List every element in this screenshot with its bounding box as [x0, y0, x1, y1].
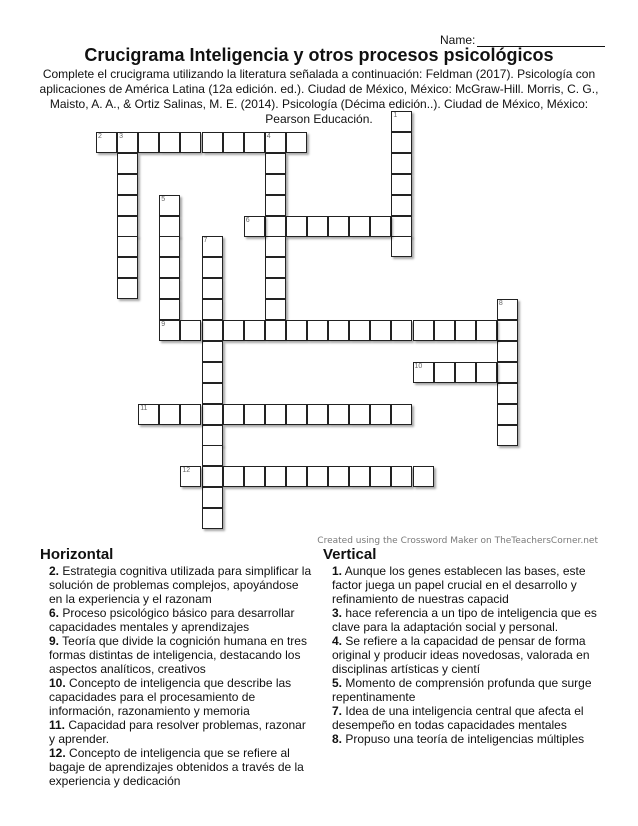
crossword-cell[interactable]: [476, 362, 497, 383]
crossword-cell[interactable]: [223, 132, 244, 153]
clue-across: 2. Estrategia cognitiva utilizada para simplificar la solución de problemas complejos, apoyándose en la experiencia y el razonam: [49, 564, 312, 606]
crossword-cell[interactable]: [434, 362, 455, 383]
crossword-cell[interactable]: [497, 362, 518, 383]
crossword-cell[interactable]: [117, 153, 138, 174]
crossword-cell[interactable]: [138, 404, 159, 425]
crossword-cell[interactable]: [159, 404, 180, 425]
crossword-cell[interactable]: [202, 236, 223, 257]
crossword-cell[interactable]: [117, 174, 138, 195]
clue-number: 3: [119, 132, 123, 140]
crossword-cell[interactable]: [159, 257, 180, 278]
crossword-cell[interactable]: [202, 508, 223, 529]
crossword-cell[interactable]: [202, 341, 223, 362]
instructions: Complete el crucigrama utilizando la literatura señalada a continuación: Feldman (2017). Psicología con aplicaciones de América Latina (12a edición. ed.). Ciudad de México, México: McGraw-Hill. Morris, C. G., Maisto, A. A., & Ortiz Salinas, M. E. (2014). Psicología (Décima edición..). Ciudad de México, México: Pearson Educación.: [39, 67, 599, 126]
crossword-cell[interactable]: [265, 153, 286, 174]
crossword-cell[interactable]: [286, 216, 307, 237]
crossword-cell[interactable]: [223, 320, 244, 341]
clue-number: 1: [393, 112, 398, 119]
crossword-cell[interactable]: [349, 216, 370, 237]
crossword-cell[interactable]: [265, 195, 286, 216]
crossword-cell[interactable]: [476, 320, 497, 341]
crossword-cell[interactable]: [138, 132, 159, 153]
crossword-cell[interactable]: [202, 425, 223, 446]
crossword-cell[interactable]: [413, 362, 434, 383]
crossword-cell[interactable]: [391, 111, 412, 132]
crossword-cell[interactable]: [370, 404, 391, 425]
crossword-cell[interactable]: [202, 299, 223, 320]
clue-number: 4: [266, 132, 271, 140]
crossword-cell[interactable]: [244, 216, 265, 237]
name-label: Name:: [440, 33, 476, 47]
crossword-cell[interactable]: [349, 466, 370, 487]
crossword-cell[interactable]: [497, 320, 518, 341]
crossword-cell[interactable]: [180, 320, 201, 341]
horizontal-clues: [40, 548, 312, 788]
crossword-cell[interactable]: [202, 383, 223, 404]
crossword-cell[interactable]: [497, 425, 518, 446]
crossword-cell[interactable]: [391, 216, 412, 237]
crossword-cell[interactable]: [159, 195, 180, 216]
page-title: Crucigrama Inteligencia y otros procesos psicológicos: [84, 45, 554, 65]
crossword-cell[interactable]: [265, 278, 286, 299]
crossword-cell[interactable]: [265, 320, 286, 341]
crossword-cell[interactable]: [391, 236, 412, 257]
crossword-cell[interactable]: [202, 320, 223, 341]
crossword-cell[interactable]: [497, 404, 518, 425]
clue-across: 6. Proceso psicológico básico para desarrollar capacidades mentales y aprendizajes: [49, 606, 295, 634]
clue-across: 12. Concepto de inteligencia que se refiere al bagaje de aprendizajes obtenidos a través de la experiencia y dedicación: [49, 746, 304, 788]
clue-number: 11: [140, 404, 148, 412]
crossword-cell[interactable]: [159, 236, 180, 257]
crossword-cell[interactable]: [455, 362, 476, 383]
crossword-cell[interactable]: [370, 466, 391, 487]
crossword-cell[interactable]: [223, 466, 244, 487]
vertical-heading: Vertical: [323, 546, 377, 563]
crossword-cell[interactable]: [391, 153, 412, 174]
crossword-cell[interactable]: [117, 132, 138, 153]
crossword-cell[interactable]: [265, 132, 286, 153]
crossword-cell[interactable]: [370, 216, 391, 237]
crossword-cell[interactable]: [391, 132, 412, 153]
clue-number: 9: [161, 321, 166, 328]
crossword-cell[interactable]: [413, 466, 434, 487]
crossword-cell[interactable]: [307, 320, 328, 341]
crossword-cell[interactable]: [265, 257, 286, 278]
crossword-cell[interactable]: [117, 236, 138, 257]
horizontal-heading: Horizontal: [40, 546, 114, 563]
crossword-cell[interactable]: [265, 299, 286, 320]
crossword-cell[interactable]: [159, 216, 180, 237]
crossword-cell[interactable]: [202, 278, 223, 299]
crossword-cell[interactable]: [413, 320, 434, 341]
crossword-cell[interactable]: [202, 362, 223, 383]
crossword-cell[interactable]: [349, 320, 370, 341]
crossword-cell[interactable]: [391, 404, 412, 425]
crossword-cell[interactable]: [286, 132, 307, 153]
credit-text: Created using the Crossword Maker on TheTeachersCorner.net: [317, 536, 598, 546]
crossword-cell[interactable]: [159, 299, 180, 320]
crossword-cell[interactable]: [202, 466, 223, 487]
crossword-cell[interactable]: [286, 466, 307, 487]
crossword-cell[interactable]: [244, 404, 265, 425]
crossword-cell[interactable]: [180, 132, 201, 153]
crossword-cell[interactable]: [265, 466, 286, 487]
crossword-cell[interactable]: [244, 132, 265, 153]
crossword-cell[interactable]: [265, 216, 286, 237]
clue-number: 7: [203, 237, 208, 245]
clue-number: 5: [161, 195, 166, 203]
crossword-cell[interactable]: [180, 466, 201, 487]
clue-number: 6: [245, 216, 250, 224]
crossword-cell[interactable]: [286, 320, 307, 341]
crossword-cell[interactable]: [349, 404, 370, 425]
crossword-cell[interactable]: [307, 216, 328, 237]
crossword-cell[interactable]: [370, 320, 391, 341]
crossword-cell[interactable]: [497, 383, 518, 404]
crossword-cell[interactable]: [202, 445, 223, 466]
crossword-cell[interactable]: [391, 466, 412, 487]
crossword-cell[interactable]: [117, 257, 138, 278]
clue-number: 12: [182, 467, 191, 475]
crossword-cell[interactable]: [286, 404, 307, 425]
crossword-cell[interactable]: [307, 466, 328, 487]
crossword-cell[interactable]: [202, 257, 223, 278]
crossword-cell[interactable]: [391, 195, 412, 216]
crossword-cell[interactable]: [307, 404, 328, 425]
crossword-cell[interactable]: [328, 320, 349, 341]
crossword-cell[interactable]: [202, 404, 223, 425]
clue-down: 3. hace referencia a un tipo de inteligencia que es clave para la adaptación social y personal.: [332, 606, 597, 634]
crossword-cell[interactable]: [159, 320, 180, 341]
crossword-cell[interactable]: [244, 466, 265, 487]
crossword-cell[interactable]: [391, 174, 412, 195]
clue-number: 2: [98, 132, 102, 140]
clue-across: 11. Capacidad para resolver problemas, razonar y aprender.: [49, 718, 306, 746]
crossword-cell[interactable]: [434, 320, 455, 341]
vertical-clues: [323, 548, 598, 746]
crossword-cell[interactable]: [328, 216, 349, 237]
crossword-cell[interactable]: [223, 404, 244, 425]
crossword-cell[interactable]: [328, 466, 349, 487]
crossword-cell[interactable]: [497, 341, 518, 362]
clue-number: 10: [414, 362, 423, 370]
crossword-cell[interactable]: [180, 404, 201, 425]
clue-down: 4. Se refiere a la capacidad de pensar de forma original y producir ideas novedosas, valorada en disciplinas artísticas y cientí: [332, 634, 590, 676]
clue-number: 8: [498, 300, 503, 308]
crossword-cell[interactable]: [497, 299, 518, 320]
crossword-cell[interactable]: [328, 404, 349, 425]
crossword-cell[interactable]: [117, 278, 138, 299]
crossword-cell[interactable]: [265, 174, 286, 195]
clue-across: 10. Concepto de inteligencia que describe las capacidades para el procesamiento de información, razonamiento y memoria: [49, 676, 292, 718]
crossword-cell[interactable]: [159, 132, 180, 153]
clue-down: 5. Momento de comprensión profunda que surge repentinamente: [332, 676, 592, 704]
clue-down: 8. Propuso una teoría de inteligencias múltiples: [332, 732, 585, 746]
clue-down: 1. Aunque los genes establecen las bases, este factor juega un papel crucial en el desarrollo y refinamiento de nuestras capacid: [332, 564, 586, 606]
clue-down: 7. Idea de una inteligencia central que afecta el desempeño en todas capacidades mentales: [332, 704, 584, 732]
crossword-cell[interactable]: [202, 487, 223, 508]
crossword-cell[interactable]: [159, 278, 180, 299]
crossword-cell[interactable]: [265, 404, 286, 425]
crossword-cell[interactable]: [117, 216, 138, 237]
crossword-cell[interactable]: [265, 236, 286, 257]
clue-across: 9. Teoría que divide la cognición humana en tres formas distintas de inteligencia, destacando los aspectos analíticos, creativos: [49, 634, 307, 676]
crossword-cell[interactable]: [244, 320, 265, 341]
crossword-cell[interactable]: [202, 132, 223, 153]
crossword-cell[interactable]: [455, 320, 476, 341]
crossword-cell[interactable]: [391, 320, 412, 341]
crossword-cell[interactable]: [117, 195, 138, 216]
crossword-cell[interactable]: [96, 132, 117, 153]
